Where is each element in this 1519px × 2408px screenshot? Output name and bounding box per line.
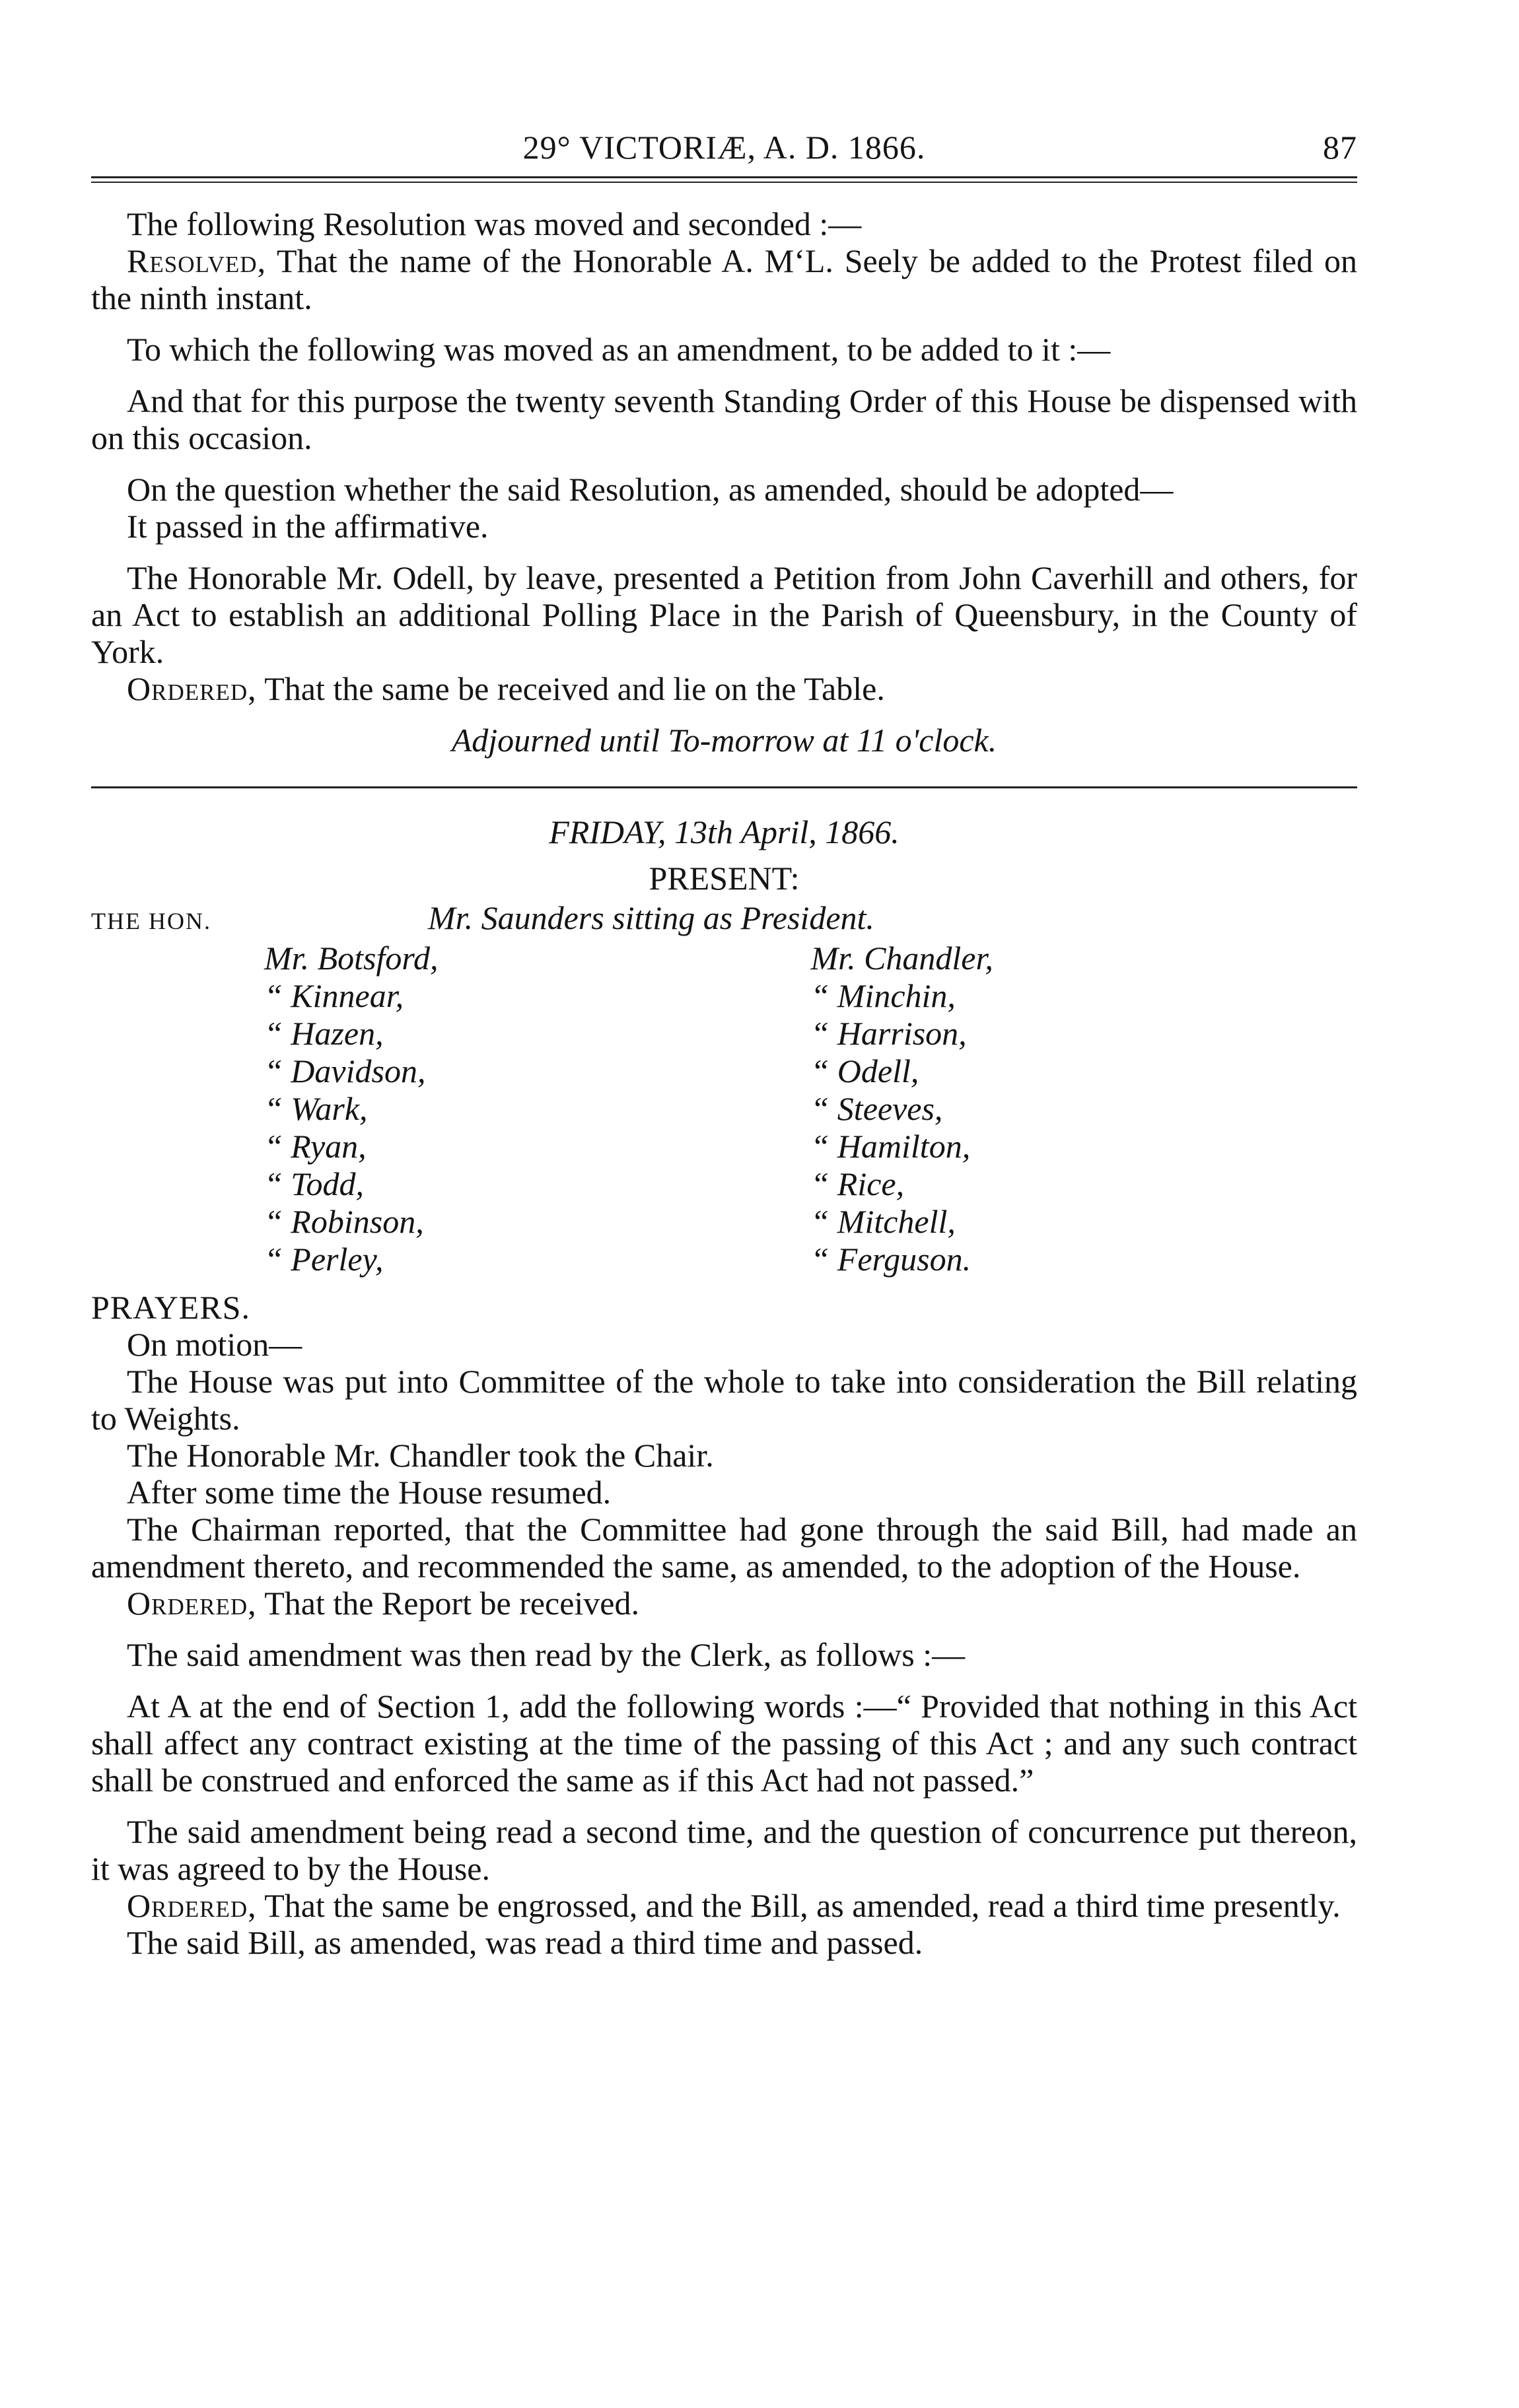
paragraph-petition: The Honorable Mr. Odell, by leave, presented a Petition from John Caverhill and others, for an Act to establish an additional Polling Place in the Parish of Queensbury, in the County of York. [91, 559, 1357, 670]
member-name: “ Wark, [264, 1090, 368, 1127]
member-name: “ Ryan, [264, 1128, 367, 1165]
paragraph-question: On the question whether the said Resolution, as amended, should be adopted— [127, 471, 1174, 508]
ordered-report-lead: Ordered, [127, 1585, 257, 1622]
paragraph-ordered-table [91, 670, 1357, 707]
present-heading: PRESENT: [649, 860, 800, 897]
running-title: 29° VICTORIÆ, A. D. 1866. [522, 129, 926, 166]
member-name: “ Minchin, [810, 977, 956, 1014]
paragraph-concurrence: The said amendment being read a second time, and the question of concurrence put thereon, it was agreed to by the House. [91, 1813, 1357, 1887]
paragraph-ordered-report [91, 1585, 1357, 1622]
prayers-line: PRAYERS. [91, 1289, 250, 1326]
member-name: “ Perley, [264, 1241, 384, 1278]
member-name: “ Hazen, [264, 1015, 384, 1052]
member-name: Mr. Botsford, [264, 940, 439, 977]
paragraph-resumed: After some time the House resumed. [127, 1474, 612, 1511]
ordered-lead: Ordered, [127, 670, 257, 707]
paragraph-amendment-read: The said amendment was then read by the Clerk, as follows :— [127, 1636, 966, 1673]
paragraph-third-reading: The said Bill, as amended, was read a third time and passed. [127, 1924, 923, 1961]
friday-date-line: FRIDAY, 13th April, 1866. [549, 813, 900, 850]
ordered-text: That the same be received and lie on the Table. [256, 670, 885, 707]
member-name: “ Mitchell, [810, 1203, 956, 1240]
page-number: 87 [1323, 129, 1357, 166]
member-name: “ Robinson, [264, 1203, 424, 1240]
resolved-lead: Resolved, [127, 242, 267, 279]
resolved-text: That the name of the Honorable A. M‘L. Seely be added to the Protest filed on the ninth instant. [91, 242, 1357, 316]
paragraph-amendment-moved: To which the following was moved as an amendment, to be added to it :— [127, 331, 1111, 368]
member-name: “ Ferguson. [810, 1241, 971, 1278]
member-name: “ Rice, [810, 1165, 905, 1202]
member-name: “ Kinnear, [264, 977, 404, 1014]
members-right-column [811, 940, 1358, 1278]
member-name: “ Davidson, [264, 1052, 426, 1089]
running-head [91, 129, 1357, 175]
member-name: “ Steeves, [810, 1090, 943, 1127]
members-left-column [264, 940, 811, 1278]
paragraph-affirmative: It passed in the affirmative. [127, 508, 489, 545]
ordered-engrossed-text: That the same be engrossed, and the Bill, as amended, read a third time presently. [256, 1887, 1341, 1924]
the-hon-label: THE HON. [91, 908, 211, 934]
header-double-rule [91, 176, 1357, 183]
ordered-engrossed-lead: Ordered, [127, 1887, 257, 1924]
paragraph-resolution-moved: The following Resolution was moved and seconded :— [127, 205, 862, 242]
paragraph-chair: The Honorable Mr. Chandler took the Chair. [127, 1437, 714, 1474]
member-name: “ Hamilton, [810, 1128, 971, 1165]
member-name: “ Todd, [264, 1165, 365, 1202]
paragraph-chairman-reported: The Chairman reported, that the Committee had gone through the said Bill, had made an amendment thereto, and recommended the same, as amended, to the adoption of the House. [91, 1511, 1357, 1585]
paragraph-ordered-engrossed [91, 1887, 1357, 1924]
section-divider-rule [91, 786, 1357, 788]
paragraph-committee: The House was put into Committee of the whole to take into consideration the Bill relating to Weights. [91, 1363, 1357, 1437]
adjourned-line: Adjourned until To-morrow at 11 o'clock. [451, 722, 997, 759]
member-name: “ Harrison, [810, 1015, 967, 1052]
president-line: Mr. Saunders sitting as President. [428, 899, 874, 936]
paragraph-standing-order: And that for this purpose the twenty seventh Standing Order of this House be dispensed with on this occasion. [91, 382, 1357, 456]
paragraph-amendment-text: At A at the end of Section 1, add the following words :—“ Provided that nothing in this Act shall affect any contract existing at the time of the passing of this Act ; and any such contract shall be construed and enforced the same as if this Act had not passed.” [91, 1688, 1357, 1799]
member-name: “ Odell, [810, 1052, 919, 1089]
member-name: Mr. Chandler, [810, 940, 993, 977]
paragraph-resolved [91, 242, 1357, 316]
president-row [91, 899, 1357, 940]
ordered-report-text: That the Report be received. [256, 1585, 640, 1622]
paragraph-on-motion: On motion— [127, 1326, 302, 1363]
members-list [264, 940, 1357, 1278]
